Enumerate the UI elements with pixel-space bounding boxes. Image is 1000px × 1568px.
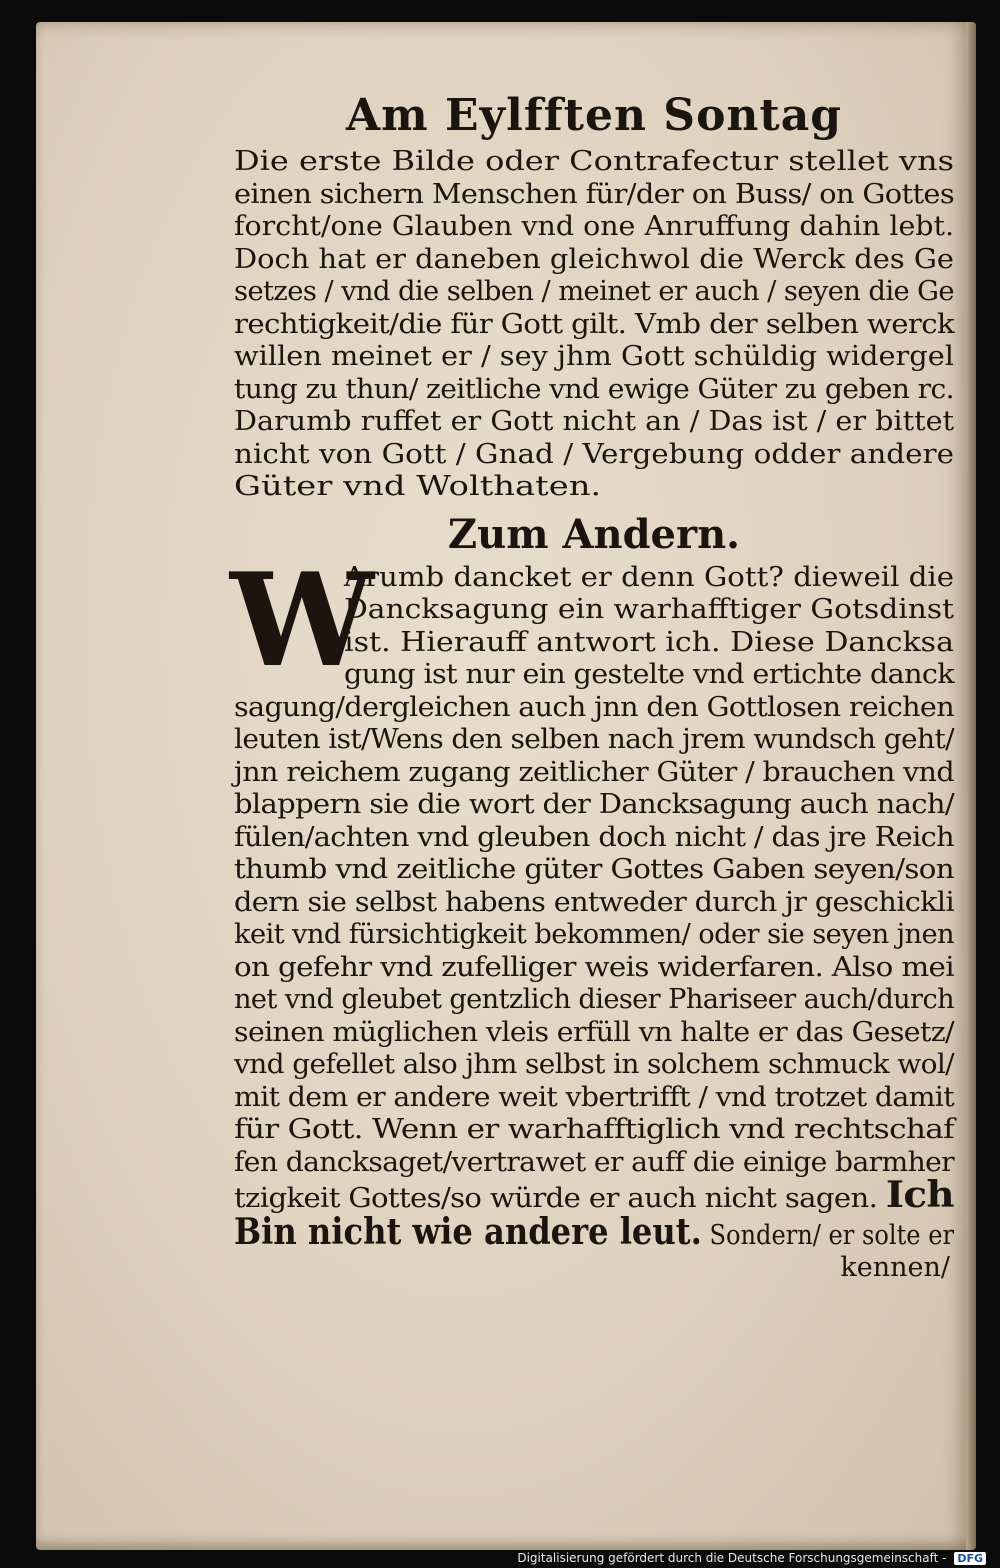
section-subheading: Zum Andern. — [447, 510, 741, 558]
text-fragment: Sondern/ er solte er — [709, 1219, 954, 1251]
text-fragment: tzigkeit Gottes/so würde er auch nicht sagen. — [234, 1183, 878, 1214]
text-line: fülen/achten vnd gleuben doch nicht / das jre Reich — [234, 821, 954, 853]
text-line: thumb vnd zeitliche güter Gottes Gaben seyen/son — [234, 854, 954, 885]
credit-text: Digitalisierung gefördert durch die Deutsche Forschungsgemeinschaft - — [517, 1551, 947, 1565]
text-line: forcht/one Glauben vnd one Anruffung dahin lebt. — [234, 211, 954, 242]
text-line — [234, 1210, 954, 1253]
dfg-logo: DFG — [954, 1552, 986, 1565]
page-heading: Am Eylfften Sontag — [345, 90, 843, 141]
paragraph-1 — [234, 146, 954, 504]
text-line: für Gott. Wenn er warhafftiglich vnd rechtschaf — [234, 1114, 954, 1145]
text-line: tung zu thun/ zeitliche vnd ewige Güter zu geben rc. — [234, 373, 954, 405]
text-line: Darumb ruffet er Gott nicht an / Das ist / er bittet — [234, 406, 954, 437]
text-line: fen dancksaget/vertrawet er auff die einige barmher — [234, 1146, 954, 1178]
text-line: seinen müglichen vleis erfüll vn halte er das Gesetz/ — [234, 1016, 954, 1048]
text-line: willen meinet er / sey jhm Gott schüldig widergel — [234, 341, 954, 372]
text-line: ist. Hierauff antwort ich. Diese Dancksa — [344, 626, 954, 658]
paragraph-2 — [234, 692, 954, 1285]
text-line: Dancksagung ein warhafftiger Gotsdinst — [344, 594, 955, 625]
text-line: Arumb dancket er denn Gott? dieweil die — [344, 561, 954, 593]
text-line: Die erste Bilde oder Contrafectur stellet vns — [234, 146, 954, 177]
catchword: kennen/ — [840, 1252, 950, 1283]
emphasis-word: Ich — [885, 1174, 954, 1216]
page-text-block — [230, 88, 955, 1284]
text-line: leuten ist/Wens den selben nach jrem wundsch geht/ — [234, 724, 955, 755]
text-line: on gefehr vnd zufelliger weis widerfaren. Also mei — [234, 951, 954, 983]
emphasis-phrase: Bin nicht wie andere leut. — [234, 1210, 702, 1253]
text-line: dern sie selbst habens entweder durch jr geschickli — [234, 886, 954, 918]
text-line: keit vnd fürsichtigkeit bekommen/ oder sie seyen jnen — [234, 919, 955, 950]
text-line: mit dem er andere weit vbertrifft / vnd trotzet damit — [234, 1081, 955, 1113]
text-line: gung ist nur ein gestelte vnd ertichte danck — [344, 659, 954, 690]
text-line: einen sichern Menschen für/der on Buss/ on Gottes — [234, 178, 954, 210]
drop-cap: W — [230, 545, 374, 696]
text-line: jnn reichem zugang zeitlicher Güter / brauchen vnd — [234, 756, 954, 788]
text-line: blappern sie die wort der Dancksagung auch nach/ — [234, 789, 954, 820]
text-line: setzes / vnd die selben / meinet er auch / seyen die Ge — [234, 276, 954, 307]
text-line: rechtigkeit/die für Gott gilt. Vmb der selben werck — [234, 308, 954, 340]
text-line: net vnd gleubet gentzlich dieser Phariseer auch/durch — [234, 984, 954, 1015]
text-line: nicht von Gott / Gnad / Vergebung odder andere — [234, 438, 955, 470]
text-line: Güter vnd Wolthaten. — [234, 471, 602, 502]
paragraph-2-opening — [230, 545, 955, 696]
book-page — [36, 22, 976, 1550]
text-line: vnd gefellet also jhm selbst in solchem schmuck wol/ — [234, 1049, 954, 1080]
digitization-credit — [517, 1551, 986, 1565]
text-line: sagung/dergleichen auch jnn den Gottlosen reichen — [234, 691, 954, 723]
text-line: Doch hat er daneben gleichwol die Werck des Ge — [234, 243, 954, 275]
